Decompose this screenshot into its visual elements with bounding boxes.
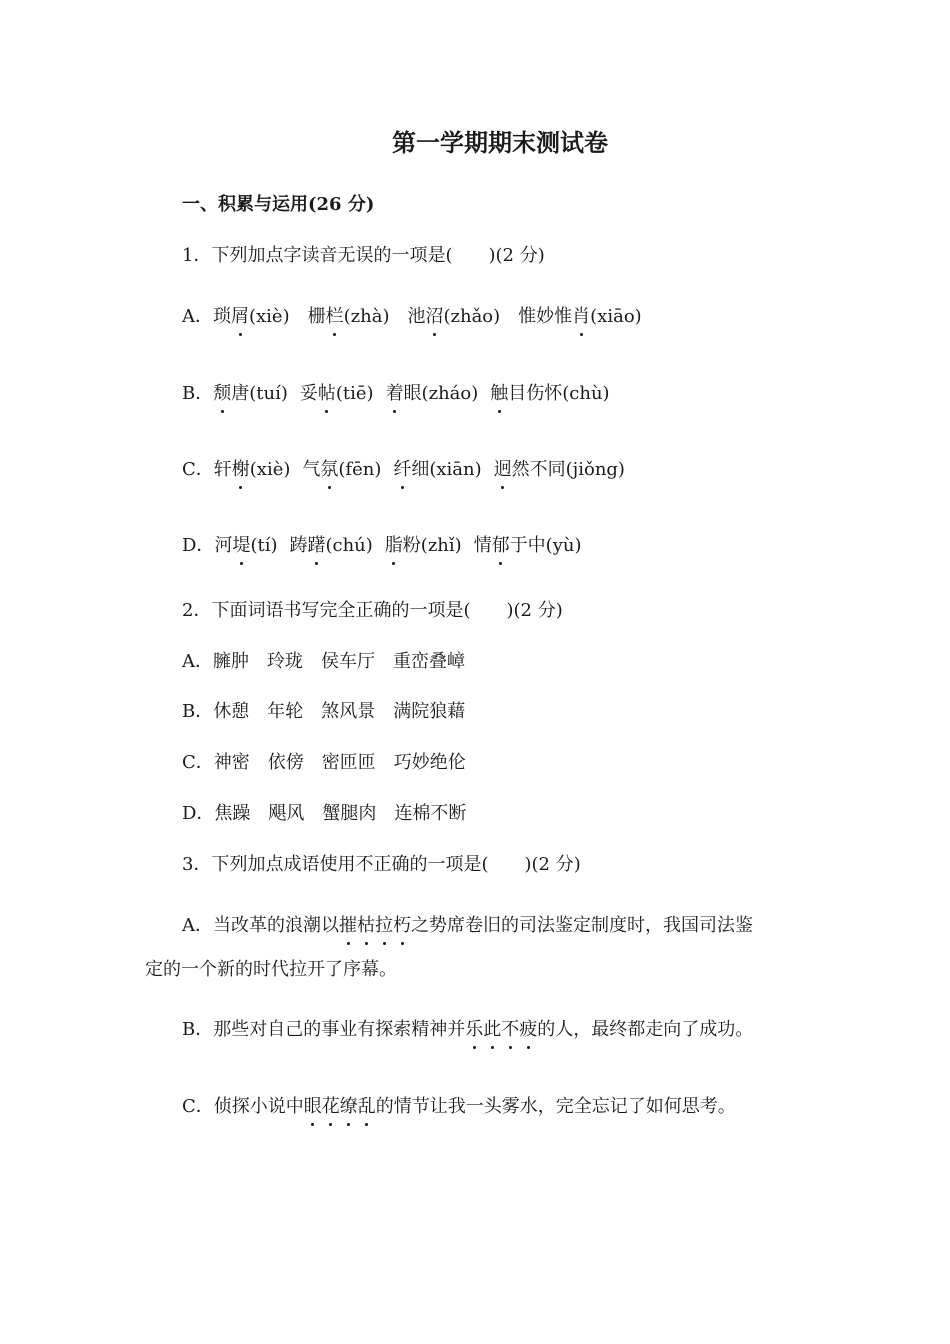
q3-option-c[interactable]: C．侦探小说中眼花缭乱的情节让我一头雾水，完全忘记了如何思考。	[182, 1096, 736, 1117]
q1c-item-3: 纤细(xiān)	[393, 459, 482, 480]
q1b-item-1: 颓唐(tuí)	[213, 383, 288, 404]
option-label: C．	[182, 1096, 214, 1117]
word: 侯车厅	[321, 651, 375, 672]
dotted-idiom: 眼花缭乱	[303, 1096, 376, 1117]
q1d-item-1: 河堤(tí)	[214, 535, 278, 556]
page-title: 第一学期期末测试卷	[392, 128, 608, 157]
q1-option-d[interactable]	[182, 534, 582, 558]
dotted-idiom: 乐此不疲	[465, 1019, 538, 1040]
word: 蟹腿肉	[322, 803, 377, 824]
word: 休憩	[213, 701, 250, 722]
option-label: A．	[182, 306, 213, 327]
option-label: C．	[182, 752, 214, 773]
word: 神密	[213, 752, 250, 773]
q1d-item-4: 情郁于中(yù)	[473, 535, 582, 556]
word: 连棉不断	[394, 803, 467, 824]
option-label: C．	[182, 459, 214, 480]
word: 巧妙绝伦	[393, 752, 466, 773]
q1c-item-4: 迥然不同(jiǒng)	[493, 459, 625, 480]
question-2-stem: 2．下面词语书写完全正确的一项是( )(2 分)	[182, 600, 563, 621]
option-label: B．	[182, 701, 214, 722]
q1d-item-2: 踌躇(chú)	[289, 535, 373, 556]
dotted-idiom: 摧枯拉朽	[339, 915, 411, 936]
question-3-stem: 3．下列加点成语使用不正确的一项是( )(2 分)	[182, 854, 581, 875]
word: 密匝匝	[321, 752, 376, 773]
q1a-item-3: 池沼(zhǎo)	[407, 306, 501, 327]
option-label: D．	[182, 535, 215, 556]
q2-option-d[interactable]	[182, 802, 466, 826]
section-heading: 一、积累与运用(26 分)	[182, 194, 375, 215]
word: 依傍	[267, 752, 304, 773]
q1b-item-2: 妥帖(tiē)	[299, 383, 374, 404]
q1-option-a[interactable]	[182, 305, 642, 329]
option-label: B．	[182, 1019, 214, 1040]
q1-option-c[interactable]	[182, 458, 625, 482]
word: 重峦叠嶂	[393, 651, 465, 672]
word: 焦躁	[214, 803, 251, 824]
word: 煞风景	[321, 701, 376, 722]
q2-option-a[interactable]	[182, 650, 465, 674]
option-label: A．	[182, 651, 213, 672]
q1d-item-3: 脂粉(zhǐ)	[384, 535, 462, 556]
q2-option-b[interactable]	[182, 700, 465, 724]
q1a-item-2: 栅栏(zhà)	[307, 306, 390, 327]
q2-option-c[interactable]	[182, 751, 466, 775]
question-1-stem: 1．下列加点字读音无误的一项是( )(2 分)	[182, 245, 545, 266]
q3-option-a[interactable]: A．当改革的浪潮以摧枯拉朽之势席卷旧的司法鉴定制度时，我国司法鉴	[182, 915, 753, 936]
q3-option-a-continued: 定的一个新的时代拉开了序幕。	[145, 959, 397, 980]
word: 臃肿	[213, 651, 249, 672]
q1c-item-1: 轩榭(xiè)	[213, 459, 291, 480]
q1b-item-4: 触目伤怀(chù)	[490, 383, 610, 404]
option-label: B．	[182, 383, 214, 404]
word: 满院狼藉	[393, 701, 466, 722]
q1-option-b[interactable]	[182, 382, 610, 406]
option-label: A．	[182, 915, 213, 936]
option-label: D．	[182, 803, 215, 824]
word: 飓风	[268, 803, 305, 824]
word: 年轮	[267, 701, 304, 722]
q1a-item-1: 琐屑(xiè)	[213, 306, 290, 327]
q1c-item-2: 气氛(fēn)	[302, 459, 382, 480]
q1a-item-4: 惟妙惟肖(xiāo)	[518, 306, 642, 327]
word: 玲珑	[267, 651, 303, 672]
q3-option-b[interactable]: B．那些对自己的事业有探索精神并乐此不疲的人，最终都走向了成功。	[182, 1019, 754, 1040]
q1b-item-3: 着眼(zháo)	[385, 383, 479, 404]
